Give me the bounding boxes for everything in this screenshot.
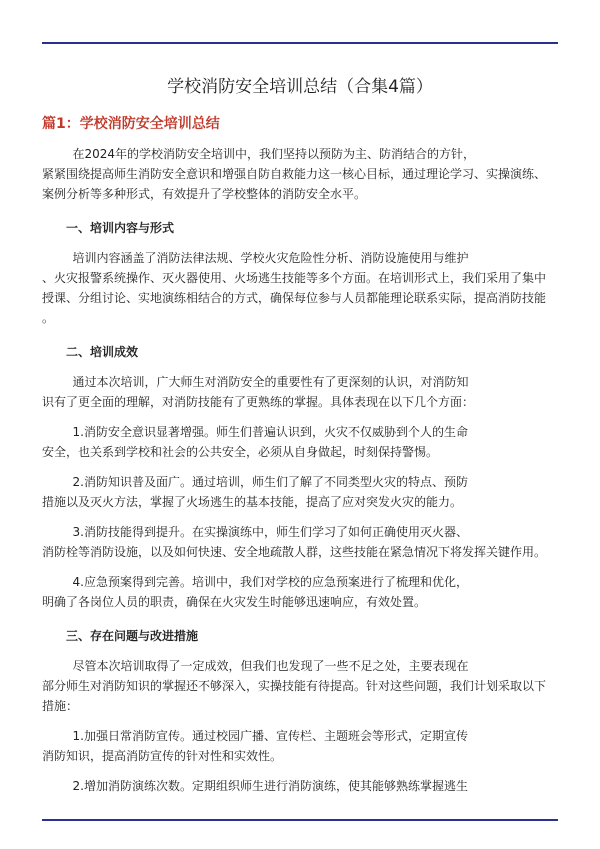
heading-training-content: 一、培训内容与形式 — [66, 221, 175, 235]
result-item-3: 3.消防技能得到提升。在实操演练中，师生们学习了如何正确使用灭火器、 消防栓等消防设施，以及如何快速、安全地疏散人群，这些技能在紧急情况下将发挥关键作用。 — [42, 525, 547, 559]
section-title-1: 篇1：学校消防安全培训总结 — [42, 116, 220, 132]
bottom-rule — [42, 819, 558, 821]
training-content-paragraph: 培训内容涵盖了消防法律法规、学校火灾危险性分析、消防设施使用与维护 、火灾报警系统操作、灭火器使用、火场逃生技能等多个方面。在培训形式上，我们采用了集中 授课、分组讨论、实地演练相结合的方式，确保每位参与人员都能理论联系实际，提高消防技能 。 — [42, 251, 547, 325]
intro-paragraph: 在2024年的学校消防安全培训中，我们坚持以预防为主、防消结合的方针， 紧紧围绕提高师生消防安全意识和增强自防自救能力这一核心目标，通过理论学习、实操演练、 案例分析等多种形式，有效提升了学校整体的消防安全水平。 — [42, 147, 547, 201]
improvement-item-2: 2.增加消防演练次数。定期组织师生进行消防演练，使其能够熟练掌握逃生 — [42, 779, 468, 793]
top-rule — [42, 42, 558, 44]
document-title: 学校消防安全培训总结（合集4篇） — [167, 77, 433, 97]
problems-paragraph: 尽管本次培训取得了一定成效，但我们也发现了一些不足之处，主要表现在 部分师生对消防知识的掌握还不够深入，实操技能有待提高。针对这些问题，我们计划采取以下 措施： — [42, 659, 547, 713]
result-item-2: 2.消防知识普及面广。通过培训，师生们了解了不同类型火灾的特点、预防 措施以及灭火方法，掌握了火场逃生的基本技能，提高了应对突发火灾的能力。 — [42, 475, 468, 509]
result-item-4: 4.应急预案得到完善。培训中，我们对学校的应急预案进行了梳理和优化， 明确了各岗位人员的职责，确保在火灾发生时能够迅速响应，有效处置。 — [42, 575, 468, 609]
result-item-1: 1.消防安全意识显著增强。师生们普遍认识到，火灾不仅威胁到个人的生命 安全，也关系到学校和社会的公共安全，必须从自身做起，时刻保持警惕。 — [42, 425, 468, 459]
heading-problems-improvements: 三、存在问题与改进措施 — [66, 629, 199, 643]
document-page — [42, 74, 558, 796]
results-intro-paragraph: 通过本次培训，广大师生对消防安全的重要性有了更深刻的认识，对消防知 识有了更全面的理解，对消防技能有了更熟练的掌握。具体表现在以下几个方面： — [42, 375, 475, 409]
improvement-item-1: 1.加强日常消防宣传。通过校园广播、宣传栏、主题班会等形式，定期宣传 消防知识，提高消防宣传的针对性和实效性。 — [42, 729, 468, 763]
heading-training-results: 二、培训成效 — [66, 345, 139, 359]
